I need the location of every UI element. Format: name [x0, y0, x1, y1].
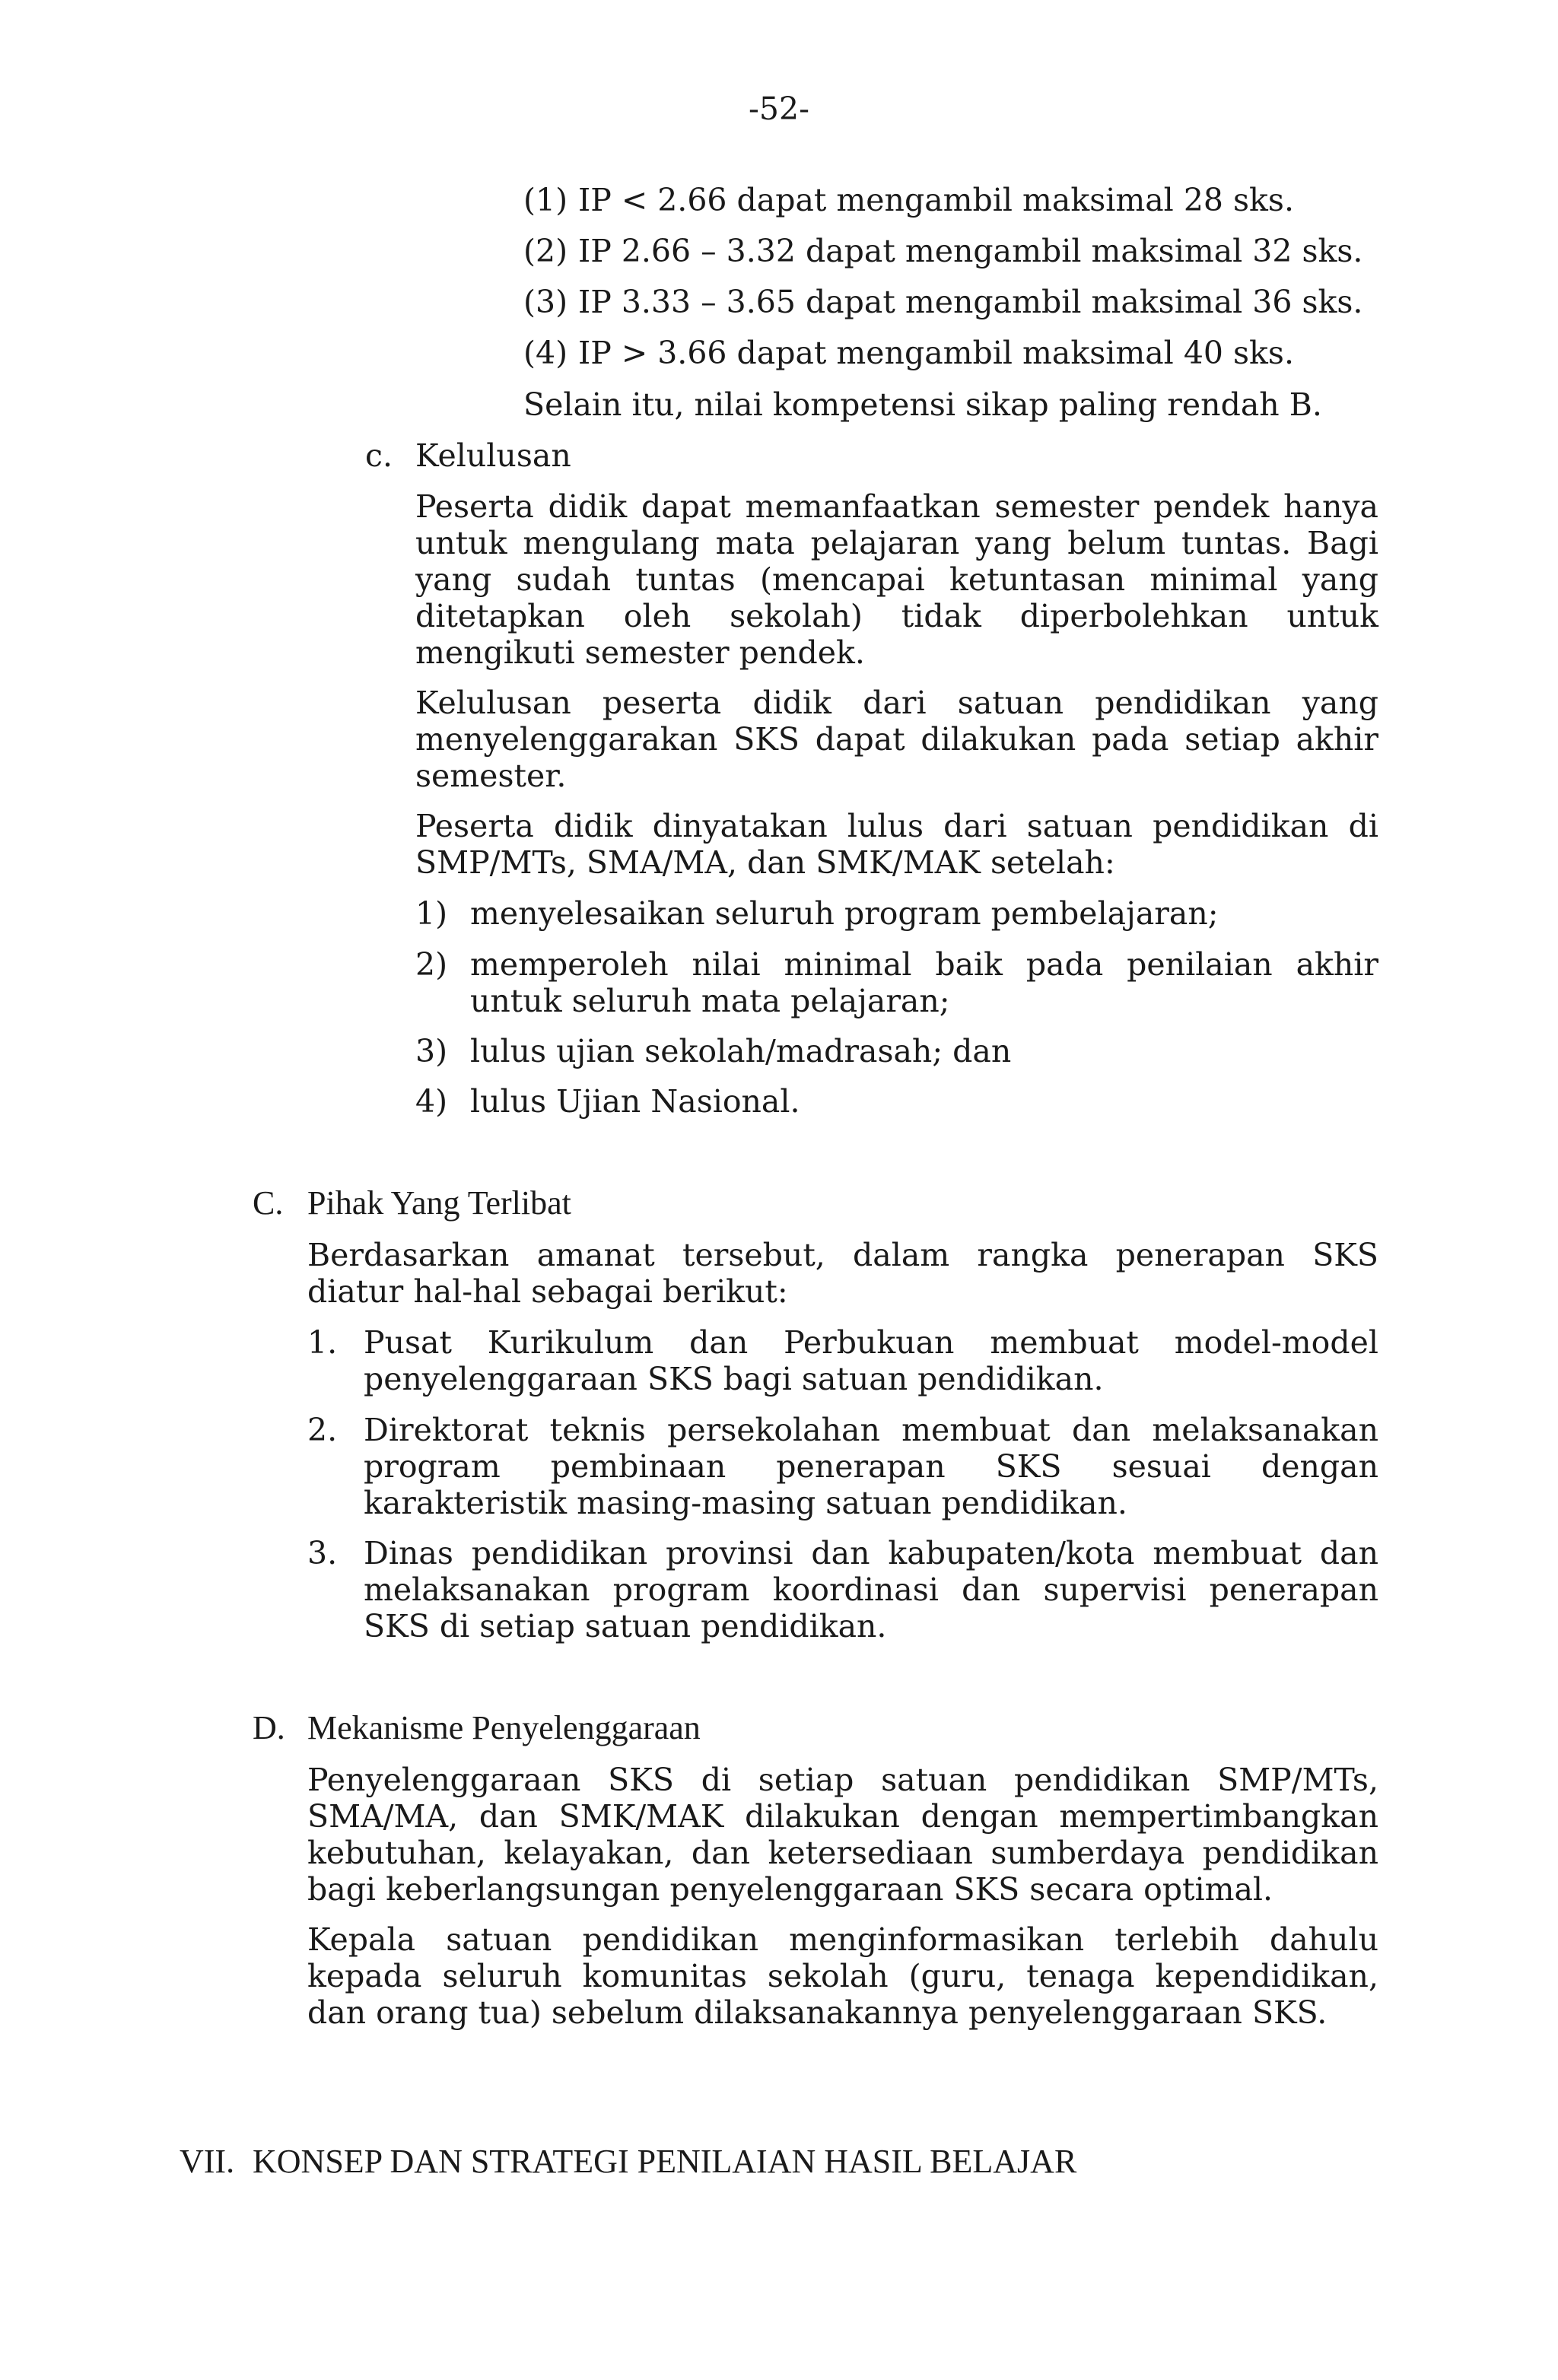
section-c-marker: C. [253, 1184, 284, 1222]
chapter-title: KONSEP DAN STRATEGI PENILAIAN HASIL BELAJAR [253, 2143, 1077, 2180]
kelulusan-paragraph-3: Peserta didik dinyatakan lulus dari satuan pendidikan di SMP/MTs, SMA/MA, dan SMK/MAK setelah: [415, 808, 1378, 881]
kelulusan-title: Kelulusan [415, 437, 571, 474]
ip-item-marker: (3) [523, 284, 568, 320]
section-c-item-marker: 1. [307, 1324, 338, 1361]
ip-item-text: IP < 2.66 dapat mengambil maksimal 28 sks. [578, 182, 1294, 218]
section-d-paragraph-2: Kepala satuan pendidikan menginformasikan terlebih dahulu kepada seluruh komunitas sekolah (guru, tenaga kependidikan, dan orang tua) sebelum dilaksanakannya penyelenggaraan SKS. [307, 1921, 1378, 2031]
section-c-item-marker: 3. [307, 1535, 338, 1571]
section-c-item-marker: 2. [307, 1412, 338, 1448]
section-c-item-text: Direktorat teknis persekolahan membuat dan melaksanakan program pembinaan penerapan SKS sesuai dengan karakteristik masing-masing satuan pendidikan. [364, 1412, 1378, 1521]
kelulusan-item-marker: 1) [415, 895, 448, 932]
section-d-title: Mekanisme Penyelenggaraan [307, 1709, 701, 1746]
kelulusan-item-marker: 2) [415, 946, 448, 983]
section-d-paragraph-1: Penyelenggaraan SKS di setiap satuan pendidikan SMP/MTs, SMA/MA, dan SMK/MAK dilakukan dengan mempertimbangkan kebutuhan, kelayakan, dan ketersediaan sumberdaya pendidikan bagi keberlangsungan penyelenggaraan SKS secara optimal. [307, 1762, 1378, 1908]
ip-item-text: IP > 3.66 dapat mengambil maksimal 40 sks. [578, 335, 1294, 371]
section-c-intro: Berdasarkan amanat tersebut, dalam rangka penerapan SKS diatur hal-hal sebagai berikut: [307, 1237, 1378, 1310]
kelulusan-item-text: lulus Ujian Nasional. [470, 1083, 800, 1120]
kelulusan-item-marker: 4) [415, 1083, 448, 1120]
kelulusan-paragraph-2: Kelulusan peserta didik dari satuan pendidikan yang menyelenggarakan SKS dapat dilakukan pada setiap akhir semester. [415, 685, 1378, 794]
kelulusan-item-marker: 3) [415, 1033, 448, 1069]
ip-note: Selain itu, nilai kompetensi sikap paling rendah B. [523, 386, 1322, 423]
ip-item-text: IP 2.66 – 3.32 dapat mengambil maksimal 32 sks. [578, 233, 1363, 269]
kelulusan-item-text: memperoleh nilai minimal baik pada penilaian akhir untuk seluruh mata pelajaran; [470, 946, 1378, 1019]
section-d-marker: D. [253, 1709, 285, 1746]
section-c-item-text: Dinas pendidikan provinsi dan kabupaten/kota membuat dan melaksanakan program koordinasi dan supervisi penerapan SKS di setiap satuan pendidikan. [364, 1535, 1378, 1644]
kelulusan-marker: c. [365, 437, 393, 474]
section-c-item-text: Pusat Kurikulum dan Perbukuan membuat model-model penyelenggaraan SKS bagi satuan pendidikan. [364, 1324, 1378, 1397]
chapter-marker: VII. [180, 2143, 235, 2180]
kelulusan-paragraph-1: Peserta didik dapat memanfaatkan semester pendek hanya untuk mengulang mata pelajaran yang belum tuntas. Bagi yang sudah tuntas (mencapai ketuntasan minimal yang ditetapkan oleh sekolah) tidak diperbolehkan untuk mengikuti semester pendek. [415, 488, 1378, 671]
ip-item-marker: (2) [523, 233, 568, 269]
kelulusan-item-text: lulus ujian sekolah/madrasah; dan [470, 1033, 1012, 1069]
page-number: -52- [749, 91, 809, 127]
ip-item-marker: (1) [523, 182, 568, 218]
ip-item-marker: (4) [523, 335, 568, 371]
section-c-title: Pihak Yang Terlibat [307, 1184, 571, 1222]
ip-item-text: IP 3.33 – 3.65 dapat mengambil maksimal 36 sks. [578, 284, 1363, 320]
kelulusan-item-text: menyelesaikan seluruh program pembelajaran; [470, 895, 1219, 932]
